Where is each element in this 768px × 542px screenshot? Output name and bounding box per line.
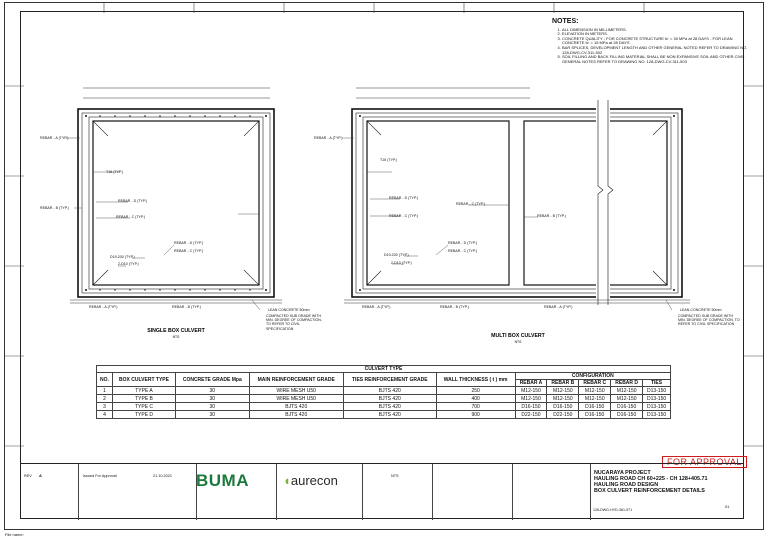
project-line3: HAULING ROAD DESIGN <box>594 482 659 488</box>
label-multi-tie: T16 (TYP.) <box>380 158 398 162</box>
note-item: 1. ALL DIMENSION IN MILLIMETERS. <box>562 28 752 33</box>
single-title: SINGLE BOX CULVERT <box>147 328 205 334</box>
cell: D13-150 <box>643 403 671 411</box>
label-multi-d19: D19-200 (TYP.) <box>384 253 409 257</box>
label-rebar-a-bot: REBAR - A (TYP.) <box>89 305 118 309</box>
aurecon-logo-text: aurecon <box>290 473 338 488</box>
label-multi-rebar-b-bot: REBAR - B (TYP.) <box>440 305 469 309</box>
label-tie: T16 (TYP.) <box>106 170 124 174</box>
col-type: BOX CULVERT TYPE <box>112 373 175 387</box>
cell: 700 <box>436 403 515 411</box>
tb-sheet: 01 <box>725 504 730 509</box>
cell: 4 <box>97 411 113 419</box>
aurecon-logo <box>283 473 338 488</box>
culvert-type-table <box>96 365 671 419</box>
project-line2: HAULING ROAD CH 60+225 - CH 128+405.71 <box>594 476 708 482</box>
cell: D13-150 <box>643 411 671 419</box>
cell: 1 <box>97 387 113 395</box>
label-lean-concrete: LEAN CONCRETE 50mm <box>268 308 310 312</box>
label-multi-d10: 2-D10 (TYP.) <box>391 261 412 265</box>
cell: D16-150 <box>579 403 611 411</box>
cell: BJTS 420 <box>344 387 437 395</box>
cell: WIRE MESH U50 <box>249 395 344 403</box>
cell: D13-150 <box>643 387 671 395</box>
table-row <box>97 403 671 411</box>
cell: 30 <box>176 403 249 411</box>
label-multi-rebar-c: REBAR - C (TYP.) <box>389 214 419 218</box>
single-scale: NTS <box>172 335 180 339</box>
cell: D22-150 <box>547 411 579 419</box>
col-concrete: CONCRETE GRADE Mpa <box>176 373 249 387</box>
cell: D16-150 <box>611 411 643 419</box>
cell: BJTS 420 <box>344 403 437 411</box>
multi-scale: NTS <box>514 340 522 344</box>
cell: D16-150 <box>611 403 643 411</box>
tb-approvals-cell <box>433 464 513 520</box>
tb-rev-value: A <box>39 473 42 478</box>
table-row <box>97 395 671 403</box>
cell: M12-150 <box>515 395 547 403</box>
cell: D22-150 <box>515 411 547 419</box>
cell: M12-150 <box>547 395 579 403</box>
single-box-culvert <box>40 88 326 339</box>
file-name-label: File name: <box>5 532 24 537</box>
cell: M12-150 <box>611 395 643 403</box>
label-multi-rebar-d2: REBAR - D (TYP.) <box>448 241 478 245</box>
cell: 30 <box>176 387 249 395</box>
cell: D16-150 <box>547 403 579 411</box>
label-rebar-b: REBAR - B (TYP.) <box>40 206 69 210</box>
cell: WIRE MESH U50 <box>249 387 344 395</box>
table-row <box>97 411 671 419</box>
project-line4: BOX CULVERT REINFORCEMENT DETAILS <box>594 488 705 494</box>
cell: 250 <box>436 387 515 395</box>
note-item: 4. BAR SPLICES, DEVELOPMENT LENGTH AND OTHER GENERAL NOTED REFER TO DRAWING NO. 128-DWG-CV-311-502 <box>562 46 752 55</box>
col-rebar-d: REBAR D <box>611 380 643 387</box>
cell: TYPE A <box>112 387 175 395</box>
cell: BJTS 420 <box>249 403 344 411</box>
cell: BJTS 420 <box>344 411 437 419</box>
tb-revision-cell <box>21 464 79 520</box>
cell: BJTS 420 <box>249 411 344 419</box>
tb-description: Issued For Approval <box>83 474 117 478</box>
buma-logo: BUMA <box>196 471 249 490</box>
label-d10: 2-D10 (TYP.) <box>118 262 139 266</box>
label-rebar-c2: REBAR - C (TYP.) <box>174 249 204 253</box>
col-rebar-a: REBAR A <box>515 380 547 387</box>
col-wall: WALL THICKNESS ( t ) mm <box>436 373 515 387</box>
cell: TYPE D <box>112 411 175 419</box>
label-compacted: COMPACTED SUB GRADE WITH MIN. DEGREE OF COMPACTION, TO REFER TO CIVIL SPECIFICATION <box>266 314 322 331</box>
label-rebar-a-top: REBAR - A (TYP.) <box>40 136 69 140</box>
label-compacted-wrap <box>266 314 326 336</box>
label-rebar-c: REBAR - C (TYP.) <box>116 215 146 219</box>
col-no: NO. <box>97 373 113 387</box>
tb-client-cell <box>513 464 591 520</box>
cell: M12-150 <box>547 387 579 395</box>
cell: D13-150 <box>643 395 671 403</box>
label-multi-compacted-wrap <box>678 314 740 336</box>
cell: D16-150 <box>579 411 611 419</box>
project-name: NUCARAYA PROJECT <box>594 470 651 476</box>
label-multi-rebar-c2: REBAR - C (TYP.) <box>448 249 478 253</box>
cell: 3 <box>97 403 113 411</box>
col-ties-grade: TIES REINFORCEMENT GRADE <box>344 373 437 387</box>
cell: M12-150 <box>515 387 547 395</box>
label-multi-rebar-a-top: REBAR - A (TYP.) <box>314 136 343 140</box>
tb-drawing-no: 128-DWG-HYD-361-971 <box>593 508 633 512</box>
approval-stamp: FOR APPROVAL <box>662 456 747 468</box>
note-item: 2. ELEVATION IN METERS. <box>562 32 752 37</box>
tb-description-cell <box>79 464 197 520</box>
cell: 30 <box>176 411 249 419</box>
table-caption: CULVERT TYPE <box>97 366 671 373</box>
col-rebar-c: REBAR C <box>579 380 611 387</box>
label-rebar-b-bot: REBAR - B (TYP.) <box>172 305 201 309</box>
cell: BJTS 420 <box>344 395 437 403</box>
col-rebar-b: REBAR B <box>547 380 579 387</box>
aurecon-mark-icon: ◖ <box>283 473 291 488</box>
label-rebar-d2: REBAR - D (TYP.) <box>174 241 204 245</box>
label-multi-compacted: COMPACTED SUB GRADE WITH MIN. DEGREE OF COMPACTION, TO REFER TO CIVIL SPECIFICATION <box>678 314 740 327</box>
col-main: MAIN REINFORCEMENT GRADE <box>249 373 344 387</box>
label-multi-rebar-a-bot2: REBAR - A (TYP.) <box>544 305 573 309</box>
multi-box-culvert <box>314 88 740 344</box>
label-multi-rebar-d: REBAR - D (TYP.) <box>389 196 419 200</box>
cell: TYPE B <box>112 395 175 403</box>
cell: 2 <box>97 395 113 403</box>
notes-heading: NOTES: <box>552 18 579 25</box>
col-ties: TIES <box>643 380 671 387</box>
cell: M12-150 <box>611 387 643 395</box>
note-item: 5. SOIL FILLING AND BACK FILLING MATERIAL SHALL BE NON EXPANSIVE SOIL AND OTHER CIVIL GENERAL NOTES REFER TO DRAWING NO. 128-DWG-CV-311-503 <box>562 55 752 64</box>
project-title-block <box>594 470 708 494</box>
label-multi-rebar-c-mid: REBAR - C (TYP.) <box>456 202 486 206</box>
col-configuration: CONFIGURATION <box>515 373 670 380</box>
label-d19: D19-200 (TYP.) <box>110 255 135 259</box>
tb-date: 21.10.2021 <box>153 474 173 478</box>
cell: M12-150 <box>579 387 611 395</box>
tb-scale: NTS <box>391 474 399 478</box>
tb-scale-cell <box>363 464 433 520</box>
cell: 400 <box>436 395 515 403</box>
cell: 900 <box>436 411 515 419</box>
tb-rev-label: REV <box>24 474 32 478</box>
label-rebar-d: REBAR - D (TYP.) <box>118 199 148 203</box>
label-multi-lean: LEAN CONCRETE 50mm <box>680 308 722 312</box>
label-multi-rebar-a-bot: REBAR - A (TYP.) <box>362 305 391 309</box>
label-multi-rebar-b: REBAR - B (TYP.) <box>537 214 566 218</box>
cell: 30 <box>176 395 249 403</box>
cell: D16-150 <box>515 403 547 411</box>
cell: M12-150 <box>579 395 611 403</box>
note-item: 3. CONCRETE QUALITY - FOR CONCRETE STRUCTURE fc' = 30 MPa at 28 DAYS - FOR LEAN CONCRETE fc' = 15 MPa at 28 DAYS <box>562 37 752 46</box>
multi-title: MULTI BOX CULVERT <box>491 333 545 339</box>
cell: TYPE C <box>112 403 175 411</box>
table-row <box>97 387 671 395</box>
